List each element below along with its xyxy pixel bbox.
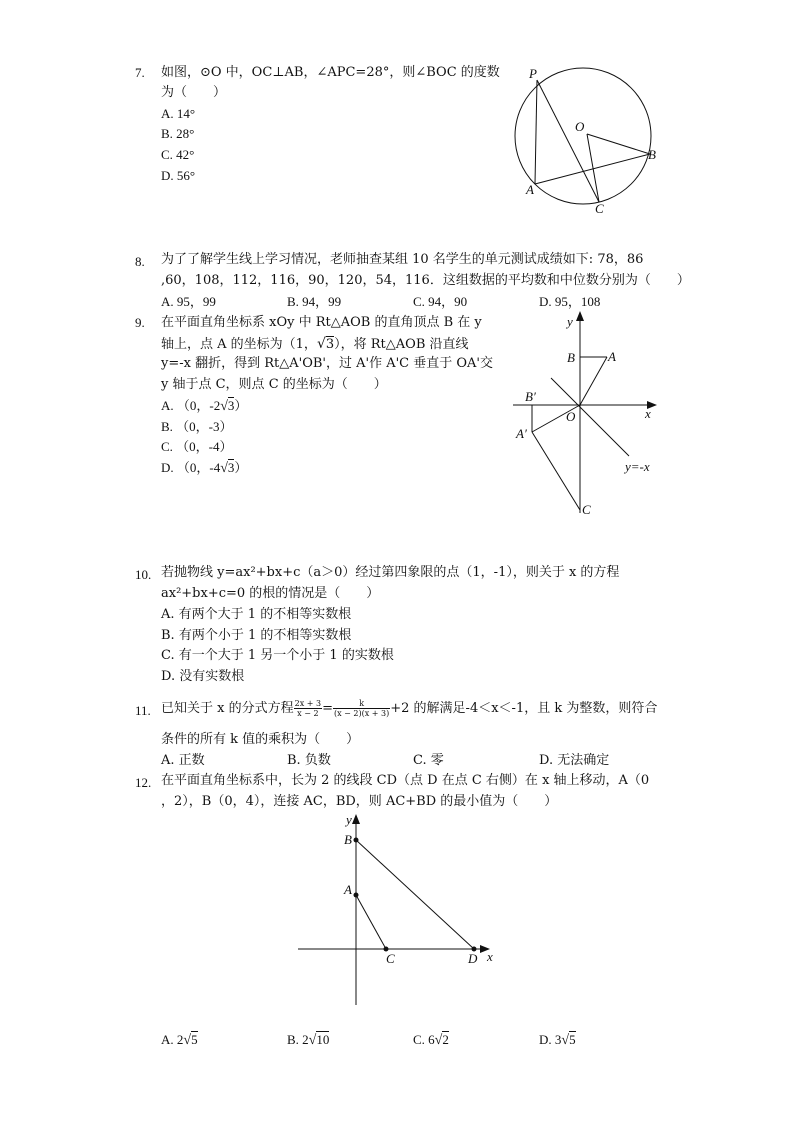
label-a-prime: A′ [516, 426, 527, 441]
segment-pc [537, 80, 599, 202]
q7-option-b: B. 28° [161, 126, 195, 141]
q9-option-d: D. （0，-4√3） [161, 460, 248, 476]
q7-circle-figure [505, 60, 665, 220]
q8-option-c: C. 94，90 [413, 294, 468, 309]
label-a: A [344, 882, 352, 897]
q10-number: 10. [135, 567, 152, 582]
q11-option-a: A. 正数 [161, 753, 205, 768]
label-p: P [529, 66, 537, 81]
label-b: B [648, 147, 656, 162]
label-b: B [567, 350, 575, 365]
q8-option-d: D. 95，108 [539, 294, 601, 309]
segment-ob [587, 134, 650, 154]
q11-option-c: C. 零 [413, 753, 444, 768]
q8-stem-line1: 为了了解学生线上学习情况，老师抽查某组 10 名学生的单元测试成绩如下: 78，86 [161, 252, 644, 267]
label-b: B [344, 832, 352, 847]
label-y: y [346, 812, 352, 827]
segment-a1c [532, 432, 580, 510]
q11-number: 11. [135, 703, 151, 718]
q12-stem-line1: 在平面直角坐标系中，长为 2 的线段 CD（点 D 在点 C 右侧）在 x 轴上移动，A（0 [161, 773, 650, 788]
point-b [354, 838, 359, 843]
q10-option-b: B. 有两个小于 1 的不相等实数根 [161, 628, 352, 643]
q7-number: 7. [135, 65, 145, 80]
q10-option-c: C. 有一个大于 1 另一个小于 1 的实数根 [161, 648, 394, 663]
q7-stem-line2: 为（ ） [161, 85, 227, 100]
q12-option-d: D. 3√5 [539, 1032, 576, 1048]
q8-stem-line2: ,60，108，112，116，90，120，54，116．这组数据的平均数和中位数分别为（ ） [161, 273, 690, 288]
q10-stem-line1: 若抛物线 y=ax²+bx+c（a＞0）经过第四象限的点（1，-1），则关于 x 的方程 [161, 565, 620, 580]
q12-option-c: C. 6√2 [413, 1032, 449, 1048]
q8-number: 8. [135, 254, 145, 269]
label-c: C [582, 502, 591, 517]
label-d: D [468, 951, 478, 966]
line-y-neg-x [551, 378, 629, 456]
q9-stem-line3: y=-x 翻折，得到 Rt△A'OB'，过 A'作 A'C 垂直于 OA'交 [161, 356, 494, 371]
q11-stem-line1: 已知关于 x 的分式方程 $\frac{2x + 3}{x - 2}$ = $\frac{k}{(x - 2)(x + 3)}$ +2 的解满足-4＜x＜-1，且 k 为整数，则符合 [161, 699, 658, 718]
q9-stem-line1: 在平面直角坐标系 xOy 中 Rt△AOB 的直角顶点 B 在 y [161, 315, 482, 330]
q9-stem-line4: y 轴于点 C，则点 C 的坐标为（ ） [161, 377, 387, 392]
q8-option-a: A. 95，99 [161, 294, 216, 309]
q9-option-a: A. （0，-2√3） [161, 398, 248, 414]
label-line: y=-x [625, 459, 650, 474]
q9-stem-line2: 轴上，点 A 的坐标为（1，√3），将 Rt△AOB 沿直线 [161, 336, 469, 352]
segment-oa [580, 357, 607, 405]
point-a [354, 893, 359, 898]
segment-ac [356, 895, 386, 949]
label-a: A [526, 182, 534, 197]
q12-coordinate-figure [290, 810, 505, 1015]
q9-option-c: C. （0，-4） [161, 439, 233, 454]
q11-stem-line2: 条件的所有 k 值的乘积为（ ） [161, 732, 360, 747]
q12-number: 12. [135, 775, 152, 790]
q10-stem-line2: ax²+bx+c=0 的根的情况是（ ） [161, 586, 380, 601]
q10-option-a: A. 有两个大于 1 的不相等实数根 [161, 607, 352, 622]
q7-stem-line1: 如图，⊙O 中，OC⊥AB，∠APC=28°，则∠BOC 的度数 [161, 65, 500, 80]
q11-option-b: B. 负数 [287, 753, 331, 768]
q9-option-b: B. （0，-3） [161, 419, 233, 434]
q11-option-d: D. 无法确定 [539, 753, 610, 768]
q7-option-a: A. 14° [161, 106, 196, 121]
label-x: x [487, 949, 493, 964]
q12-stem-line2: ，2），B（0，4），连接 AC，BD，则 AC+BD 的最小值为（ ） [161, 794, 558, 809]
label-o: O [575, 119, 585, 134]
q8-option-b: B. 94，99 [287, 294, 342, 309]
y-axis-arrow [352, 814, 360, 824]
q12-option-a: A. 2√5 [161, 1032, 198, 1048]
label-a: A [608, 349, 616, 364]
label-c: C [386, 951, 395, 966]
fraction-1: $\frac{2x + 3}{x - 2}$ [294, 699, 322, 718]
label-x: x [645, 406, 651, 421]
radical-sign: √ [316, 336, 326, 352]
segment-bd [356, 840, 474, 949]
segment-ab [535, 154, 650, 184]
label-y: y [567, 314, 573, 329]
q10-option-d: D. 没有实数根 [161, 669, 245, 684]
q9-number: 9. [135, 315, 145, 330]
q7-option-c: C. 42° [161, 147, 195, 162]
label-c: C [595, 201, 604, 216]
y-axis-arrow [576, 311, 584, 321]
label-b-prime: B′ [525, 389, 536, 404]
fraction-2: $\frac{k}{(x - 2)(x + 3)}$ [334, 699, 390, 718]
q9-coordinate-figure [505, 308, 675, 523]
segment-pa [535, 80, 537, 184]
q12-option-b: B. 2√10 [287, 1032, 330, 1048]
label-o: O [566, 409, 576, 424]
q7-option-d: D. 56° [161, 168, 196, 183]
